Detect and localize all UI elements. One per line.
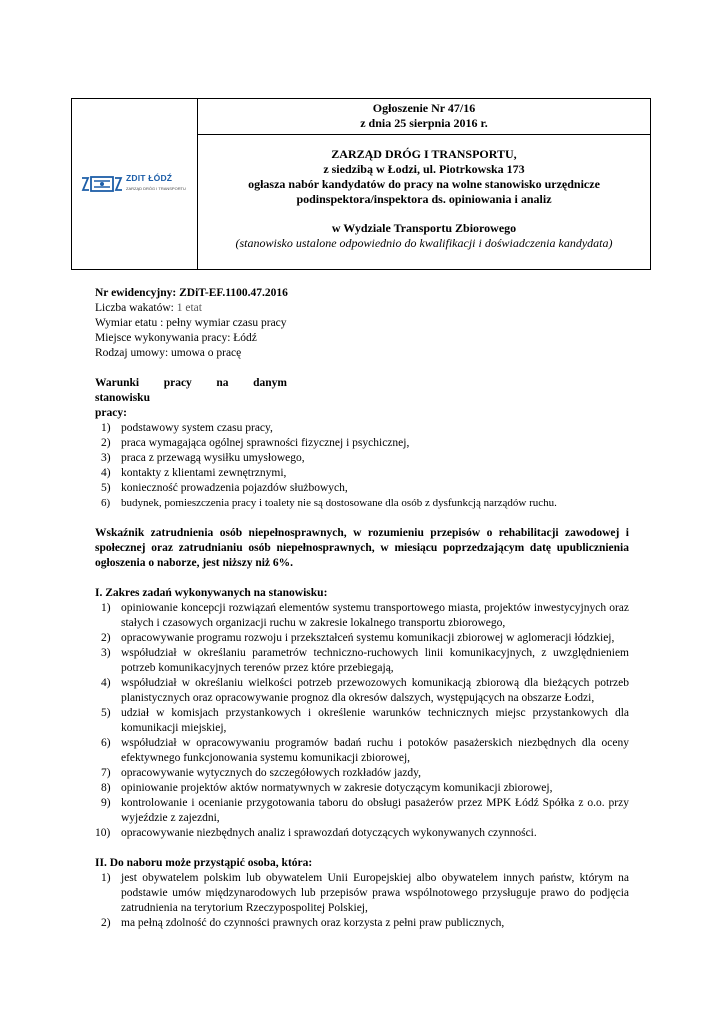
list-item-text: budynek, pomieszczenia pracy i toalety nie są dostosowane dla osób z dysfunkcją narządów ruchu. <box>121 497 557 509</box>
list-item-number: 2) <box>101 437 111 449</box>
eligibility-list <box>95 871 629 931</box>
list-item <box>95 466 629 481</box>
list-item-text: współudział w opracowywaniu programów badań ruchu i potoków pasażerskich niezbędnych dla oceny efektywnego funkcjonowania systemu komunikacji zbiorowej, <box>121 737 629 764</box>
list-item-number: 7) <box>101 767 111 779</box>
list-item-number: 6) <box>101 737 111 749</box>
list-item-number: 1) <box>101 872 111 884</box>
list-item-text: podstawowy system czasu pracy, <box>121 422 273 434</box>
tasks-heading: I. Zakres zadań wykonywanych na stanowisku: <box>95 587 328 599</box>
list-item-text: współudział w określaniu wielkości potrzeb przewozowych komunikacją zbiorową dla bieżących potrzeb planistycznych oraz opracowywanie prognoz dla okresów dalszych, występujących na obszarze Łodzi, <box>121 677 629 704</box>
list-item <box>95 766 629 781</box>
list-item-text: jest obywatelem polskim lub obywatelem Unii Europejskiej albo obywatelem innych państw, którym na podstawie umów międzynarodowych lub przepisów prawa wspólnotowego przysługuje prawo do podjęcia zatrudnienia na terytorium Rzeczypospolitej Polskiej, <box>121 872 629 914</box>
zdit-logo-mark-icon <box>80 172 124 196</box>
tasks-list <box>95 601 629 841</box>
conditions-list <box>95 421 629 511</box>
list-item-text: kontrolowanie i ocenianie przygotowania taboru do obsługi pasażerów przez MPK Łódź Spółka z o.o. przy wyjeździe z zajezdni, <box>121 797 629 824</box>
zdit-logo <box>80 172 192 198</box>
logo-brand-text: ZDIT ŁÓDŹ <box>126 173 173 183</box>
list-item <box>95 706 629 736</box>
list-item <box>95 781 629 796</box>
logo-subtitle: ZARZĄD DRÓG I TRANSPORTU <box>126 186 186 191</box>
list-item-text: praca wymagająca ogólnej sprawności fizycznej i psychicznej, <box>121 437 410 449</box>
list-item <box>95 421 629 436</box>
list-item-text: praca z przewagą wysiłku umysłowego, <box>121 452 305 464</box>
list-item-number: 10) <box>95 827 111 839</box>
list-item-number: 3) <box>101 647 111 659</box>
list-item-number: 3) <box>101 452 111 464</box>
list-item-text: współudział w określaniu parametrów techniczno-ruchowych linii komunikacyjnych, z uwzględnieniem potrzeb komunikacyjnych terenów przez które przebiegają, <box>121 647 629 674</box>
vacancies-line <box>95 301 629 316</box>
list-item-number: 2) <box>101 917 111 929</box>
announcement-number-row <box>198 99 650 135</box>
list-item-number: 4) <box>101 467 111 479</box>
working-hours: Wymiar etatu : pełny wymiar czasu pracy <box>95 317 287 329</box>
list-item <box>95 481 629 496</box>
reference-number: Nr ewidencyjny: ZDiT-EF.1100.47.2016 <box>95 287 288 299</box>
department-name: w Wydziale Transportu Zbiorowego <box>331 221 517 235</box>
logo-cell <box>72 99 198 269</box>
list-item-number: 5) <box>101 482 111 494</box>
header-table <box>71 98 651 270</box>
conditions-heading-line2: pracy: <box>95 407 127 419</box>
list-item-number: 6) <box>101 497 111 509</box>
list-item <box>95 916 629 931</box>
vacancies-label: Liczba wakatów: <box>95 302 174 314</box>
list-item-number: 8) <box>101 782 111 794</box>
contract-type: Rodzaj umowy: umowa o pracę <box>95 347 242 359</box>
list-item-text: opracowywanie wytycznych do szczegółowych rozkładów jazdy, <box>121 767 422 779</box>
list-item-number: 1) <box>101 602 111 614</box>
disability-indicator: Wskaźnik zatrudnienia osób niepełnosprawnych, w rozumieniu przepisów o rehabilitacji zawodowej i społecznej oraz zatrudnianiu osób niepełnosprawnych, w miesiącu poprzedzającym datę upublicznienia ogłoszenia o naborze, jest niższy niż 6%. <box>95 527 629 569</box>
org-name: ZARZĄD DRÓG I TRANSPORTU, <box>331 147 517 161</box>
list-item <box>95 646 629 676</box>
announcement-line1: ogłasza nabór kandydatów do pracy na wolne stanowisko urzędnicze <box>248 177 600 191</box>
list-item-text: udział w komisjach przystankowych i określenie warunków technicznych miejsc przystankowych dla komunikacji miejskiej, <box>121 707 629 734</box>
list-item <box>95 496 629 511</box>
header-content <box>198 99 650 269</box>
list-item <box>95 796 629 826</box>
list-item <box>95 871 629 916</box>
announcement-number: Ogłoszenie Nr 47/16 <box>372 101 476 115</box>
list-item <box>95 736 629 766</box>
announcement-date: z dnia 25 sierpnia 2016 r. <box>360 116 488 130</box>
list-item-text: opiniowanie koncepcji rozwiązań elementów systemu transportowego miasta, projektów inwestycyjnych oraz stałych i czasowych organizacji ruchu w zakresie lokalnego transportu zbiorowego, <box>121 602 629 629</box>
list-item <box>95 451 629 466</box>
list-item-number: 9) <box>101 797 111 809</box>
eligibility-heading: II. Do naboru może przystąpić osoba, która: <box>95 857 313 869</box>
org-address: z siedzibą w Łodzi, ul. Piotrkowska 173 <box>323 162 525 176</box>
list-item-number: 4) <box>101 677 111 689</box>
list-item <box>95 676 629 706</box>
list-item <box>95 436 629 451</box>
list-item <box>95 826 629 841</box>
list-item <box>95 601 629 631</box>
list-item-text: konieczność prowadzenia pojazdów służbowych, <box>121 482 348 494</box>
document-body <box>95 286 629 931</box>
list-item-text: kontakty z klientami zewnętrznymi, <box>121 467 287 479</box>
list-item-text: opracowywanie programu rozwoju i przekształceń systemu komunikacji zbiorowej w aglomeracji łódzkiej, <box>121 632 615 644</box>
work-place: Miejsce wykonywania pracy: Łódź <box>95 332 257 344</box>
list-item-number: 5) <box>101 707 111 719</box>
list-item-text: opiniowanie projektów aktów normatywnych w zakresie dotyczącym komunikacji zbiorowej, <box>121 782 553 794</box>
conditions-heading-line1: Warunki pracy na danym stanowisku <box>95 377 287 404</box>
position-note: (stanowisko ustalone odpowiednio do kwalifikacji i doświadczenia kandydata) <box>235 236 613 250</box>
announcement-body-row <box>198 133 650 268</box>
list-item-number: 2) <box>101 632 111 644</box>
list-item-text: opracowywanie niezbędnych analiz i sprawozdań dotyczących wykonywanych czynności. <box>121 827 537 839</box>
announcement-line2: podinspektora/inspektora ds. opiniowania i analiz <box>296 192 552 206</box>
list-item <box>95 631 629 646</box>
list-item-number: 1) <box>101 422 111 434</box>
vacancies-value: 1 etat <box>173 302 202 314</box>
list-item-text: ma pełną zdolność do czynności prawnych oraz korzysta z pełni praw publicznych, <box>121 917 505 929</box>
